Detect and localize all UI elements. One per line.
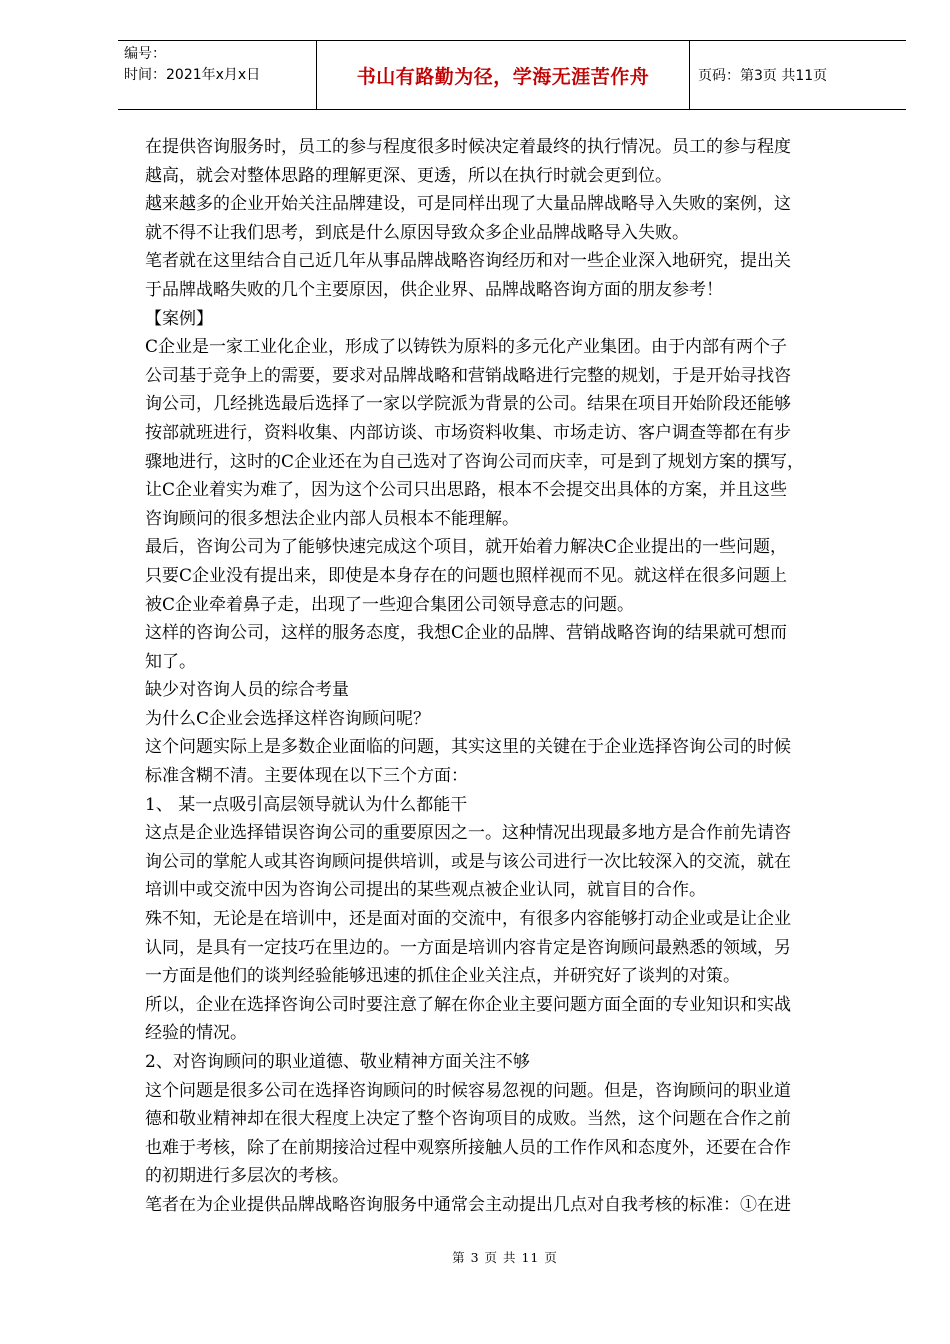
text-line: 为什么C企业会选择这样咨询顾问呢？ xyxy=(145,708,431,729)
text-line: 这个问题是很多公司在选择咨询顾问的时候容易忽视的问题。但是，咨询顾问的职业道 xyxy=(145,1080,791,1101)
text-line: 2、对咨询顾问的职业道德、敬业精神方面关注不够 xyxy=(145,1052,530,1072)
header-motto: 书山有路勤为径，学海无涯苦作舟 xyxy=(316,41,690,109)
text-line: 骤地进行，这时的C企业还在为自己选对了咨询公司而庆幸，可是到了规划方案的撰写， xyxy=(145,451,805,472)
text-line: 1、 某一点吸引高层领导就认为什么都能干 xyxy=(145,794,468,815)
text-line: 所以，企业在选择咨询公司时要注意了解在你企业主要问题方面全面的专业知识和实战 xyxy=(145,994,791,1015)
text-line: 德和敬业精神却在很大程度上决定了整个咨询项目的成败。当然，这个问题在合作之前 xyxy=(145,1109,791,1130)
document-body xyxy=(145,133,873,1220)
header-page-label: 页码：第3页 共11页 xyxy=(698,68,828,84)
text-line: 咨询顾问的很多想法企业内部人员根本不能理解。 xyxy=(145,508,519,529)
text-line: 的初期进行多层次的考核。 xyxy=(145,1166,349,1187)
text-line: 这点是企业选择错误咨询公司的重要原因之一。这种情况出现最多地方是合作前先请咨 xyxy=(145,823,791,844)
text-line: C企业是一家工业化企业，形成了以铸铁为原料的多元化产业集团。由于内部有两个子 xyxy=(145,337,788,358)
text-line: 笔者就在这里结合自己近几年从事品牌战略咨询经历和对一些企业深入地研究，提出关 xyxy=(145,251,791,272)
page-header xyxy=(118,40,906,110)
text-line: 只要C企业没有提出来，即使是本身存在的问题也照样视而不见。就这样在很多问题上 xyxy=(145,565,788,586)
text-line: 知了。 xyxy=(145,651,196,672)
text-line: 询公司的掌舵人或其咨询顾问提供培训，或是与该公司进行一次比较深入的交流，就在 xyxy=(145,851,791,872)
text-line: 这样的咨询公司，这样的服务态度，我想C企业的品牌、营销战略咨询的结果就可想而 xyxy=(145,623,788,644)
text-line: 认同，是具有一定技巧在里边的。一方面是培训内容肯定是咨询顾问最熟悉的领域，另 xyxy=(145,937,791,958)
text-line: 按部就班进行，资料收集、内部访谈、市场资料收集、市场走访、客户调查等都在有步 xyxy=(145,422,791,443)
text-line: 【案例】 xyxy=(145,308,213,329)
text-line: 被C企业牵着鼻子走，出现了一些迎合集团公司领导意志的问题。 xyxy=(145,594,635,615)
text-line: 公司基于竞争上的需要，要求对品牌战略和营销战略进行完整的规划，于是开始寻找咨 xyxy=(145,365,791,386)
text-line: 殊不知，无论是在培训中，还是面对面的交流中，有很多内容能够打动企业或是让企业 xyxy=(145,909,791,930)
text-line: 越来越多的企业开始关注品牌建设，可是同样出现了大量品牌战略导入失败的案例，这 xyxy=(145,194,791,215)
text-line: 笔者在为企业提供品牌战略咨询服务中通常会主动提出几点对自我考核的标准：①在进 xyxy=(145,1194,791,1215)
text-line: 这个问题实际上是多数企业面临的问题，其实这里的关键在于企业选择咨询公司的时候 xyxy=(145,737,791,758)
text-line: 缺少对咨询人员的综合考量 xyxy=(145,680,349,701)
text-line: 最后，咨询公司为了能够快速完成这个项目，就开始着力解决C企业提出的一些问题， xyxy=(145,537,788,558)
text-line: 经验的情况。 xyxy=(145,1023,247,1044)
text-line: 在提供咨询服务时，员工的参与程度很多时候决定着最终的执行情况。员工的参与程度 xyxy=(145,137,791,157)
text-line: 培训中或交流中因为咨询公司提出的某些观点被企业认同，就盲目的合作。 xyxy=(145,880,706,901)
text-line: 也难于考核，除了在前期接洽过程中观察所接触人员的工作作风和态度外，还要在合作 xyxy=(145,1137,791,1158)
header-info xyxy=(118,41,316,109)
text-line: 就不得不让我们思考，到底是什么原因导致众多企业品牌战略导入失败。 xyxy=(145,222,689,243)
text-line: 越高，就会对整体思路的理解更深、更透，所以在执行时就会更到位。 xyxy=(145,165,672,186)
time-label: 时间：2021年x月x日 xyxy=(124,67,261,83)
text-line: 一方面是他们的谈判经验能够迅速的抓住企业关注点，并研究好了谈判的对策。 xyxy=(145,966,740,987)
number-label: 编号： xyxy=(124,46,166,62)
text-line: 让C企业着实为难了，因为这个公司只出思路，根本不会提交出具体的方案，并且这些 xyxy=(145,480,788,501)
text-line: 询公司，几经挑选最后选择了一家以学院派为背景的公司。结果在项目开始阶段还能够 xyxy=(145,394,791,415)
page-footer: 第 3 页 共 11 页 xyxy=(452,1250,558,1265)
text-line: 标准含糊不清。主要体现在以下三个方面： xyxy=(145,766,468,787)
text-line: 于品牌战略失败的几个主要原因，供企业界、品牌战略咨询方面的朋友参考！ xyxy=(145,279,723,300)
